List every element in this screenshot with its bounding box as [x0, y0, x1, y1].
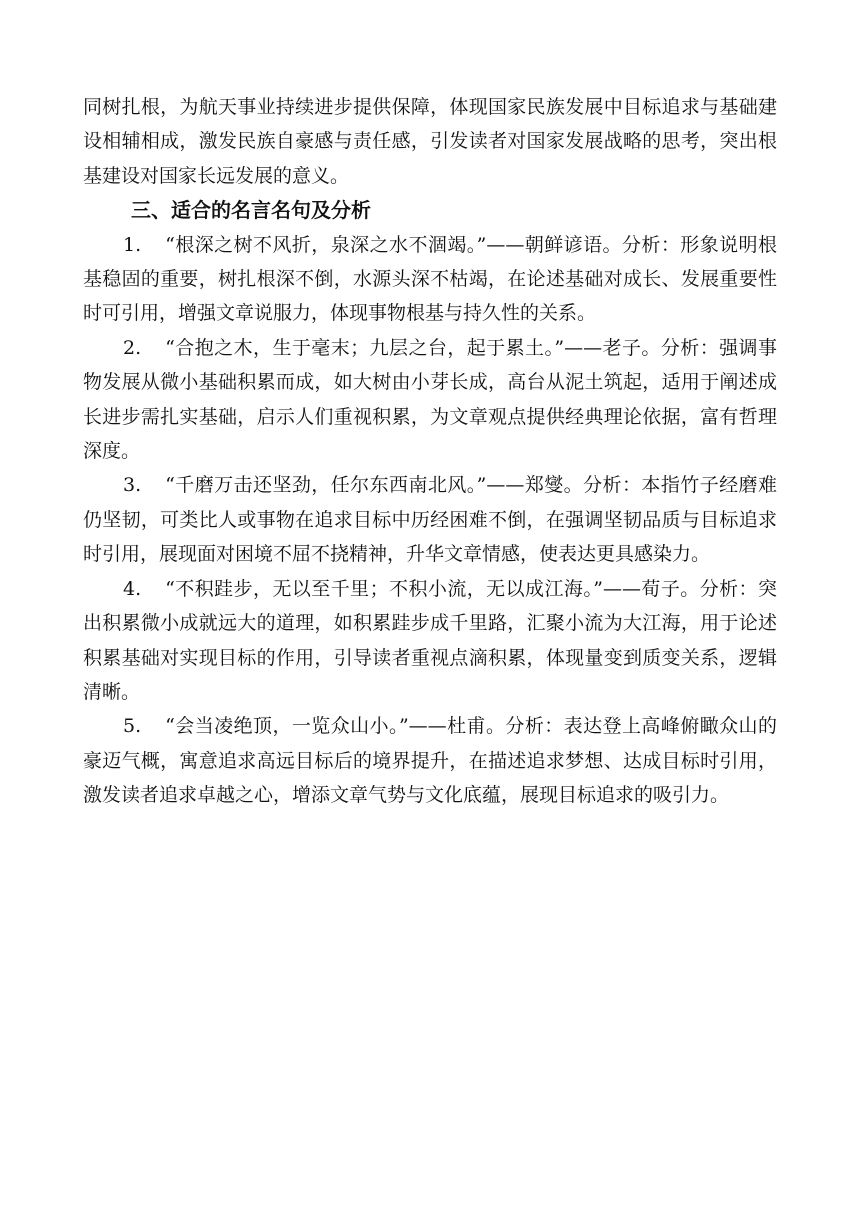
item-number: 4.: [123, 577, 142, 600]
item-text: “会当凌绝顶，一览众山小。”——杜甫。分析：表达登上高峰俯瞰众山的豪迈气概，寓意追求高远目标后的境界提升，在描述追求梦想、达成目标时引用，激发读者追求卓越之心，增添文章气势与文化底蕴，展现目标追求的吸引力。: [83, 715, 777, 807]
section-heading: 三、适合的名言名句及分析: [131, 198, 371, 223]
quote-item: [83, 468, 777, 571]
quote-item: [83, 228, 777, 331]
intro-paragraph: 同树扎根，为航天事业持续进步提供保障，体现国家民族发展中目标追求与基础建设相辅相成，激发民族自豪感与责任感，引发读者对国家发展战略的思考，突出根基建设对国家长远发展的意义。: [83, 96, 777, 187]
quote-item: [83, 709, 777, 812]
item-number: 5.: [123, 715, 142, 738]
quote-item: [83, 572, 777, 710]
item-number: 2.: [123, 336, 142, 359]
item-text: “不积跬步，无以至千里；不积小流，无以成江海。”——荀子。分析：突出积累微小成就远大的道理，如积累跬步成千里路，汇聚小流为大江海，用于论述积累基础对实现目标的作用，引导读者重视点滴积累，体现量变到质变关系，逻辑清晰。: [83, 577, 777, 703]
item-text: “合抱之木，生于毫末；九层之台，起于累土。”——老子。分析：强调事物发展从微小基础积累而成，如大树由小芽长成，高台从泥土筑起，适用于阐述成长进步需扎实基础，启示人们重视积累，为文章观点提供经典理论依据，富有哲理深度。: [83, 336, 777, 463]
item-number: 3.: [123, 474, 142, 497]
document-page: [83, 90, 777, 813]
item-text: “根深之树不风折，泉深之水不涸竭。”——朝鲜谚语。分析：形象说明根基稳固的重要，树扎根深不倒，水源头深不枯竭，在论述基础对成长、发展重要性时可引用，增强文章说服力，体现事物根基与持久性的关系。: [83, 233, 777, 325]
quote-item: [83, 331, 777, 469]
item-number: 1.: [123, 233, 142, 256]
item-text: “千磨万击还坚劲，任尔东西南北风。”——郑燮。分析：本指竹子经磨难仍坚韧，可类比人或事物在追求目标中历经困难不倒，在强调坚韧品质与目标追求时引用，展现面对困境不屈不挠精神，升华文章情感，使表达更具感染力。: [83, 474, 777, 566]
